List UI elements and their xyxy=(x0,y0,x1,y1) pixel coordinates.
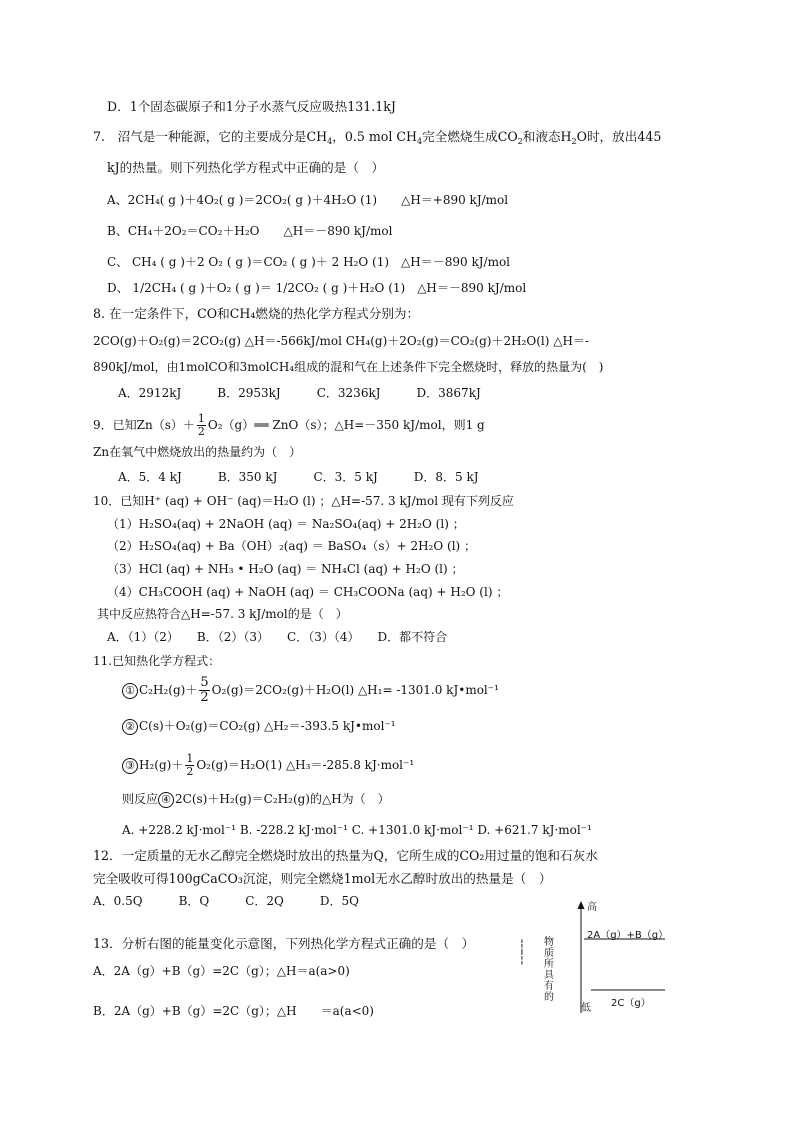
q8-stem-line2: 2CO(g)＋O₂(g)＝2CO₂(g) △H＝-566kJ/mol CH₄(g)＋2O₂(g)＝CO₂(g)＋2H₂O(l) △H＝- xyxy=(93,334,589,348)
q10-options: A．（1）（2） B．（2）（3） C．（3）（4） D．都不符合 xyxy=(107,630,448,644)
circled-number-3: ③ xyxy=(122,758,138,774)
q11-reaction-4: 则反应 ④ 2C(s)＋H₂(g)＝C₂H₂(g)的△H为（ ） xyxy=(122,792,390,806)
q6-option-d: D．1个固态碳原子和1分子水蒸气反应吸热131.1kJ xyxy=(107,99,396,114)
q10-stem: 10．已知H⁺ (aq) + OH⁻ (aq)＝H₂O (l) ；△H=-57. 3 kJ/mol 现有下列反应 xyxy=(93,494,514,508)
energy-diagram xyxy=(505,895,685,1020)
q11-equation-3: ③ H₂(g)＋ $\frac{1}{2}$ O₂(g)＝H₂O(1) △H₃＝-285.8 kJ·mol⁻¹ xyxy=(122,752,414,778)
q7-option-d: D、 1/2CH₄ ( g )＋O₂ ( g )＝ 1/2CO₂ ( g )＋H₂O (1) △H＝－890 kJ/mol xyxy=(107,281,527,295)
fraction-five-halves: $\frac{5}{2}$ xyxy=(200,675,209,705)
q13-stem: 13．分析右图的能量变化示意图，下列热化学方程式正确的是（ ） xyxy=(93,936,475,951)
high-label: 高 xyxy=(587,902,597,913)
q7-option-a: A、2CH₄( g )＋4O₂( g )＝2CO₂( g )＋4H₂O (1) △H＝+890 kJ/mol xyxy=(107,193,509,207)
fraction-one-half: $\frac{1}{2}$ xyxy=(197,412,205,438)
q7-option-b: B、CH₄＋2O₂＝CO₂＋H₂O △H＝－890 kJ/mol xyxy=(107,224,393,238)
q10-reaction-3: （3）HCl (aq) + NH₃ • H₂O (aq) ＝ NH₄Cl (aq) + H₂O (l) ； xyxy=(107,562,464,576)
q7-stem-line1: 7. 沼气是一种能源，它的主要成分是$CH_4$，0.5 mol $CH_4$完全燃烧生成$CO_2$和液态$H_2O$时，放出445 xyxy=(93,129,662,146)
circled-number-4: ④ xyxy=(158,792,174,808)
q9-options: A．5．4 kJ B．350 kJ C．3．5 kJ D．8．5 kJ xyxy=(118,470,479,484)
q7-option-c: C、 CH₄ ( g )＋2 O₂ ( g )＝CO₂ ( g )＋ 2 H₂O (1) △H＝－890 kJ/mol xyxy=(107,255,511,269)
q8-stem-line3: 890kJ/mol，由1molCO和3molCH₄组成的混和气在上述条件下完全燃烧时，释放的热量为( ) xyxy=(93,360,604,374)
q11-equation-2: ② C(s)＋O₂(g)＝CO₂(g) △H₂＝-393.5 kJ•mol⁻¹ xyxy=(122,718,396,735)
q7-stem-line2: kJ的热量。则下列热化学方程式中正确的是（ ） xyxy=(107,160,385,175)
product-label: 2C（g） xyxy=(611,998,651,1009)
circled-number-2: ② xyxy=(122,719,138,735)
q12-options: A．0.5Q B．Q C．2Q D．5Q xyxy=(93,894,359,908)
fraction-one-half: $\frac{1}{2}$ xyxy=(186,752,194,778)
q9-stem-line2: Zn在氧气中燃烧放出的热量约为（ ） xyxy=(93,445,302,459)
q10-reaction-1: （1）H₂SO₄(aq) + 2NaOH (aq) ＝ Na₂SO₄(aq) + 2H₂O (l) ； xyxy=(107,517,465,531)
q13-option-b: B．2A（g）+B（g）=2C（g）；△H ＝a(a<0) xyxy=(93,1004,374,1018)
q8-stem-line1: 8. 在一定条件下，CO和CH₄燃烧的热化学方程式分别为： xyxy=(93,306,420,321)
q10-reaction-2: （2）H₂SO₄(aq) + Ba（OH）₂(aq) ＝ BaSO₄（s）+ 2H₂O (l) ； xyxy=(107,539,477,553)
dotted-marker: ┆ ┆ xyxy=(518,939,526,965)
q11-options: A. +228.2 kJ·mol⁻¹ B. -228.2 kJ·mol⁻¹ C. +1301.0 kJ·mol⁻¹ D. +621.7 kJ·mol⁻¹ xyxy=(122,823,592,837)
q9-stem-line1: 9．已知Zn（s）＋ $\frac{1}{2}$ O₂（g）══ ZnO（s）；△H=－350 kJ/mol，则1 g xyxy=(93,412,485,438)
y-axis-label: 物 质 所 具 有 的 xyxy=(544,937,554,1003)
q10-question: 其中反应热符合△H=-57. 3 kJ/mol的是（ ） xyxy=(97,607,348,621)
circled-number-1: ① xyxy=(122,683,138,699)
reactant-label: 2A（g）+B（g） xyxy=(587,930,669,941)
q10-reaction-4: （4）CH₃COOH (aq) + NaOH (aq) ＝ CH₃COONa (aq) + H₂O (l) ； xyxy=(107,585,509,599)
q12-stem-line1: 12．一定质量的无水乙醇完全燃烧时放出的热量为Q，它所生成的CO₂用过量的饱和石灰水 xyxy=(93,848,598,863)
energy-axis-arrowhead xyxy=(578,901,585,909)
energy-diagram-axes xyxy=(505,895,685,1020)
q11-stem: 11.已知热化学方程式： xyxy=(93,654,221,668)
q8-options: A．2912kJ B．2953kJ C．3236kJ D．3867kJ xyxy=(118,386,481,400)
q11-equation-1: ① C₂H₂(g)＋ $\frac{5}{2}$ O₂(g)＝2CO₂(g)＋H₂O(l) △H₁= -1301.0 kJ•mol⁻¹ xyxy=(122,676,499,705)
q12-stem-line2: 完全吸收可得100gCaCO₃沉淀，则完全燃烧1mol无水乙醇时放出的热量是（ ） xyxy=(93,871,552,886)
low-label: 低 xyxy=(581,1003,591,1014)
q13-option-a: A．2A（g）+B（g）=2C（g）；△H＝a(a>0) xyxy=(93,964,350,978)
